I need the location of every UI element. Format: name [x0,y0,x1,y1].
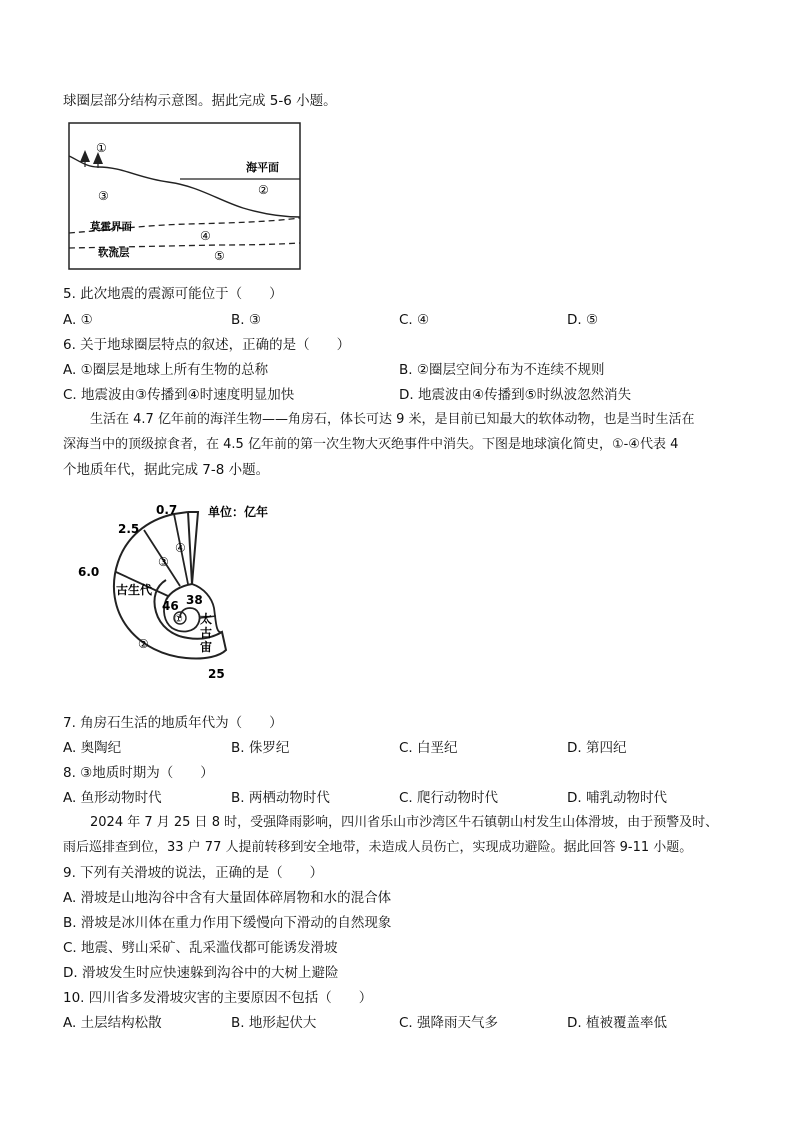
q10-option-a: A. 土层结构松散 [63,1015,162,1031]
q6-option-d: D. 地震波由④传播到⑤时纵波忽然消失 [399,387,632,403]
q6-option-a: A. ①圈层是地球上所有生物的总称 [63,362,269,378]
time-0.7: 0.7 [156,503,178,517]
q6-option-c: C. 地震波由③传播到④时速度明显加快 [63,387,295,403]
q10-option-b: B. 地形起伏大 [231,1015,317,1031]
q8-option-c: C. 爬行动物时代 [399,790,499,806]
layer-label-5: ⑤ [214,249,225,263]
intro-text: 球圈层部分结构示意图。据此完成 5-6 小题。 [63,93,337,109]
q9-option-c: C. 地震、劈山采矿、乱采滥伐都可能诱发滑坡 [63,940,338,956]
q7-option-c: C. 白垩纪 [399,740,458,756]
q8-option-a: A. 鱼形动物时代 [63,790,162,806]
time-6.0: 6.0 [78,565,100,579]
q7-option-a: A. 奥陶纪 [63,740,122,756]
q8-option-d: D. 哺乳动物时代 [567,790,667,806]
archean-char-1: 太 [200,612,213,626]
layer-label-4: ④ [200,229,211,243]
q5-option-a: A. ① [63,312,93,328]
earth-layers-figure [68,122,302,272]
q6-stem: 6. 关于地球圈层特点的叙述，正确的是（ ） [63,337,351,353]
time-46: 46 [162,599,179,613]
time-25: 25 [208,667,225,681]
era-label-4: ④ [175,541,186,555]
q5-stem: 5. 此次地震的震源可能位于（ ） [63,286,283,302]
q10-stem: 10. 四川省多发滑坡灾害的主要原因不包括（ ） [63,990,373,1006]
archean-char-2: 古 [200,626,213,640]
era-label-1: ① [174,614,183,625]
era-label-3: ③ [158,555,169,569]
passage-3-line-2: 雨后巡排查到位，33 户 77 人提前转移到安全地带，未造成人员伤亡，实现成功避险。据此回答 9-11 小题。 [63,840,693,855]
moho-label: 莫霍界面 [90,221,132,233]
sea-level-label: 海平面 [246,161,279,174]
q7-option-d: D. 第四纪 [567,740,627,756]
q5-option-d: D. ⑤ [567,312,599,328]
q9-option-a: A. 滑坡是山地沟谷中含有大量固体碎屑物和水的混合体 [63,890,392,906]
q9-stem: 9. 下列有关滑坡的说法，正确的是（ ） [63,865,324,881]
q8-option-b: B. 两栖动物时代 [231,790,330,806]
layer-label-1: ① [96,141,107,155]
q5-option-c: C. ④ [399,312,430,328]
geologic-history-figure [76,500,276,690]
time-2.5: 2.5 [118,522,140,536]
passage-2-line-2: 深海当中的顶级掠食者，在 4.5 亿年前的第一次生物大灭绝事件中消失。下图是地球演化简史，①-④代表 4 [63,437,679,452]
passage-3-line-1: 2024 年 7 月 25 日 8 时，受强降雨影响，四川省乐山市沙湾区牛石镇朝山村发生山体滑坡，由于预警及时、 [90,815,719,830]
q10-option-c: C. 强降雨天气多 [399,1015,499,1031]
q6-option-b: B. ②圈层空间分布为不连续不规则 [399,362,605,378]
unit-label: 单位：亿年 [208,505,269,519]
q10-option-d: D. 植被覆盖率低 [567,1015,667,1031]
q9-option-d: D. 滑坡发生时应快速躲到沟谷中的大树上避险 [63,965,339,981]
passage-2-line-1: 生活在 4.7 亿年前的海洋生物——角房石，体长可达 9 米，是目前已知最大的软体动物，也是当时生活在 [90,412,695,427]
layer-label-2: ② [258,183,269,197]
archean-char-3: 宙 [200,640,213,654]
q7-option-b: B. 侏罗纪 [231,740,290,756]
layer-label-3: ③ [98,189,109,203]
passage-2-line-3: 个地质年代，据此完成 7-8 小题。 [63,462,270,478]
time-38: 38 [186,593,203,607]
paleozoic-label: 古生代 [116,583,153,597]
asthenosphere-label: 软流层 [98,247,130,259]
q8-stem: 8. ③地质时期为（ ） [63,765,214,781]
q5-option-b: B. ③ [231,312,261,328]
q9-option-b: B. 滑坡是冰川体在重力作用下缓慢向下滑动的自然现象 [63,915,392,931]
era-label-2: ② [138,637,149,651]
q7-stem: 7. 角房石生活的地质年代为（ ） [63,715,283,731]
